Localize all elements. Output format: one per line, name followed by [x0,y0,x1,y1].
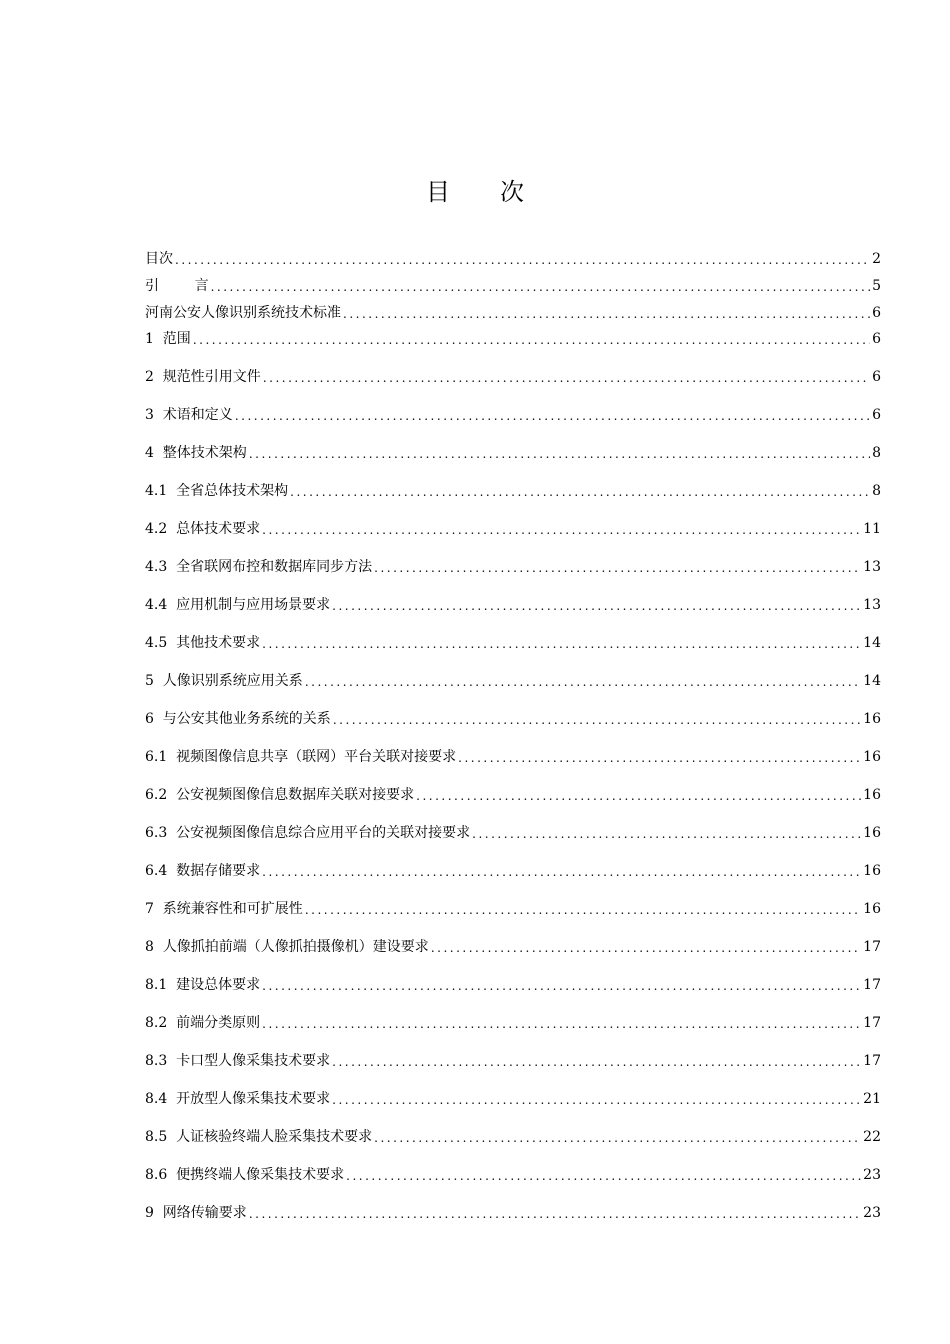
toc-entry-label: 6.3 公安视频图像信息综合应用平台的关联对接要求 [145,825,471,841]
toc-entry[interactable] [145,520,881,538]
toc-entry[interactable] [145,786,881,804]
dot-leader [262,978,861,994]
toc-entry[interactable] [145,330,881,348]
toc-entry-page: 14 [863,673,881,689]
toc-entry[interactable] [145,748,881,766]
toc-entry-label: 8 人像抓拍前端（人像抓拍摄像机）建设要求 [145,939,429,955]
toc-entry-page: 16 [863,901,881,917]
toc-entry-page: 2 [872,251,881,267]
toc-entry[interactable] [145,634,881,652]
toc-entry-label: 5 人像识别系统应用关系 [145,673,303,689]
toc-entry-label: 目次 [145,251,173,267]
toc-entry[interactable] [145,976,881,994]
toc-entry-label: 8.5 人证核验终端人脸采集技术要求 [145,1129,373,1145]
toc-entry-label: 4.3 全省联网布控和数据库同步方法 [145,559,373,575]
toc-entry-page: 13 [863,597,881,613]
toc-entry-page: 17 [863,977,881,993]
dot-leader [374,1130,861,1146]
dot-leader [332,1054,861,1070]
toc-entry-page: 16 [863,787,881,803]
toc-entry[interactable] [145,1090,881,1108]
dot-leader [175,252,870,268]
dot-leader [332,1092,861,1108]
toc-entry-label: 4.5 其他技术要求 [145,635,261,651]
toc-entry-label: 2 规范性引用文件 [145,369,261,385]
toc-entry-label: 4.1 全省总体技术架构 [145,483,289,499]
toc-entry-label: 6.4 数据存储要求 [145,863,261,879]
toc-entry-page: 23 [863,1205,881,1221]
toc-entry-label: 8.3 卡口型人像采集技术要求 [145,1053,331,1069]
toc-entry-label: 1 范围 [145,331,191,347]
toc-entry-label: 6.2 公安视频图像信息数据库关联对接要求 [145,787,415,803]
toc-entry[interactable] [145,482,881,500]
toc-entry-page: 16 [863,825,881,841]
toc-entry[interactable] [145,304,881,322]
toc-entry-page: 17 [863,1053,881,1069]
toc-entry[interactable] [145,368,881,386]
toc-entry-label: 8.1 建设总体要求 [145,977,261,993]
dot-leader [262,636,861,652]
dot-leader [235,408,870,424]
dot-leader [343,306,870,322]
toc-entry[interactable] [145,596,881,614]
toc-entry-label: 4 整体技术架构 [145,445,247,461]
dot-leader [263,370,870,386]
dot-leader [346,1168,861,1184]
dot-leader [416,788,861,804]
dot-leader [262,864,861,880]
title-char-1: 目 [426,178,450,206]
toc-entry[interactable] [145,900,881,918]
title-char-2: 次 [500,178,524,206]
toc-entry[interactable] [145,1204,881,1222]
toc-entry-label: 8.4 开放型人像采集技术要求 [145,1091,331,1107]
toc-entry[interactable] [145,250,881,268]
dot-leader [374,560,861,576]
dot-leader [193,332,870,348]
toc-entry-page: 6 [872,331,881,347]
toc-entry-label: 8.2 前端分类原则 [145,1015,261,1031]
page-title [0,172,950,207]
toc-entry-page: 11 [863,521,881,537]
toc-entry-page: 13 [863,559,881,575]
toc-entry-page: 14 [863,635,881,651]
toc-entry[interactable] [145,1014,881,1032]
dot-leader [290,484,870,500]
dot-leader [472,826,861,842]
toc-entry-label: 9 网络传输要求 [145,1205,247,1221]
toc-entry-page: 17 [863,1015,881,1031]
toc-entry-page: 8 [872,445,881,461]
toc-entry-page: 22 [863,1129,881,1145]
dot-leader [332,598,861,614]
dot-leader [262,1016,861,1032]
toc-entry[interactable] [145,1166,881,1184]
dot-leader [211,279,870,295]
dot-leader [305,674,861,690]
toc-entry-label: 7 系统兼容性和可扩展性 [145,901,303,917]
toc-entry-label: 4.2 总体技术要求 [145,521,261,537]
toc-entry[interactable] [145,444,881,462]
dot-leader [333,712,861,728]
toc-entry[interactable] [145,938,881,956]
toc-entry-page: 6 [872,305,881,321]
toc-entry-page: 16 [863,749,881,765]
dot-leader [431,940,861,956]
toc-entry-page: 6 [872,407,881,423]
toc-entry[interactable] [145,862,881,880]
toc-entry-page: 5 [872,278,881,294]
toc-entry[interactable] [145,824,881,842]
toc-entry[interactable] [145,672,881,690]
toc-entry[interactable] [145,1128,881,1146]
toc-entry-page: 16 [863,711,881,727]
toc-entry-page: 16 [863,863,881,879]
toc-entry[interactable] [145,558,881,576]
toc-entry[interactable] [145,277,881,295]
dot-leader [249,446,870,462]
toc-entry-page: 8 [872,483,881,499]
toc-entry-label: 3 术语和定义 [145,407,233,423]
toc-entry[interactable] [145,710,881,728]
dot-leader [249,1206,861,1222]
toc-entry-page: 23 [863,1167,881,1183]
toc-entry-page: 17 [863,939,881,955]
toc-entry-label: 6.1 视频图像信息共享（联网）平台关联对接要求 [145,749,457,765]
toc-entry-label: 河南公安人像识别系统技术标准 [145,305,341,321]
toc-entry-label: 4.4 应用机制与应用场景要求 [145,597,331,613]
toc-entry-label: 6 与公安其他业务系统的关系 [145,711,331,727]
toc-entry-label: 8.6 便携终端人像采集技术要求 [145,1167,345,1183]
dot-leader [458,750,861,766]
toc-entry-label: 引 言 [145,278,209,294]
dot-leader [262,522,861,538]
toc-entry-page: 21 [863,1091,881,1107]
dot-leader [305,902,861,918]
toc-entry[interactable] [145,406,881,424]
toc-entry-page: 6 [872,369,881,385]
toc-entry[interactable] [145,1052,881,1070]
